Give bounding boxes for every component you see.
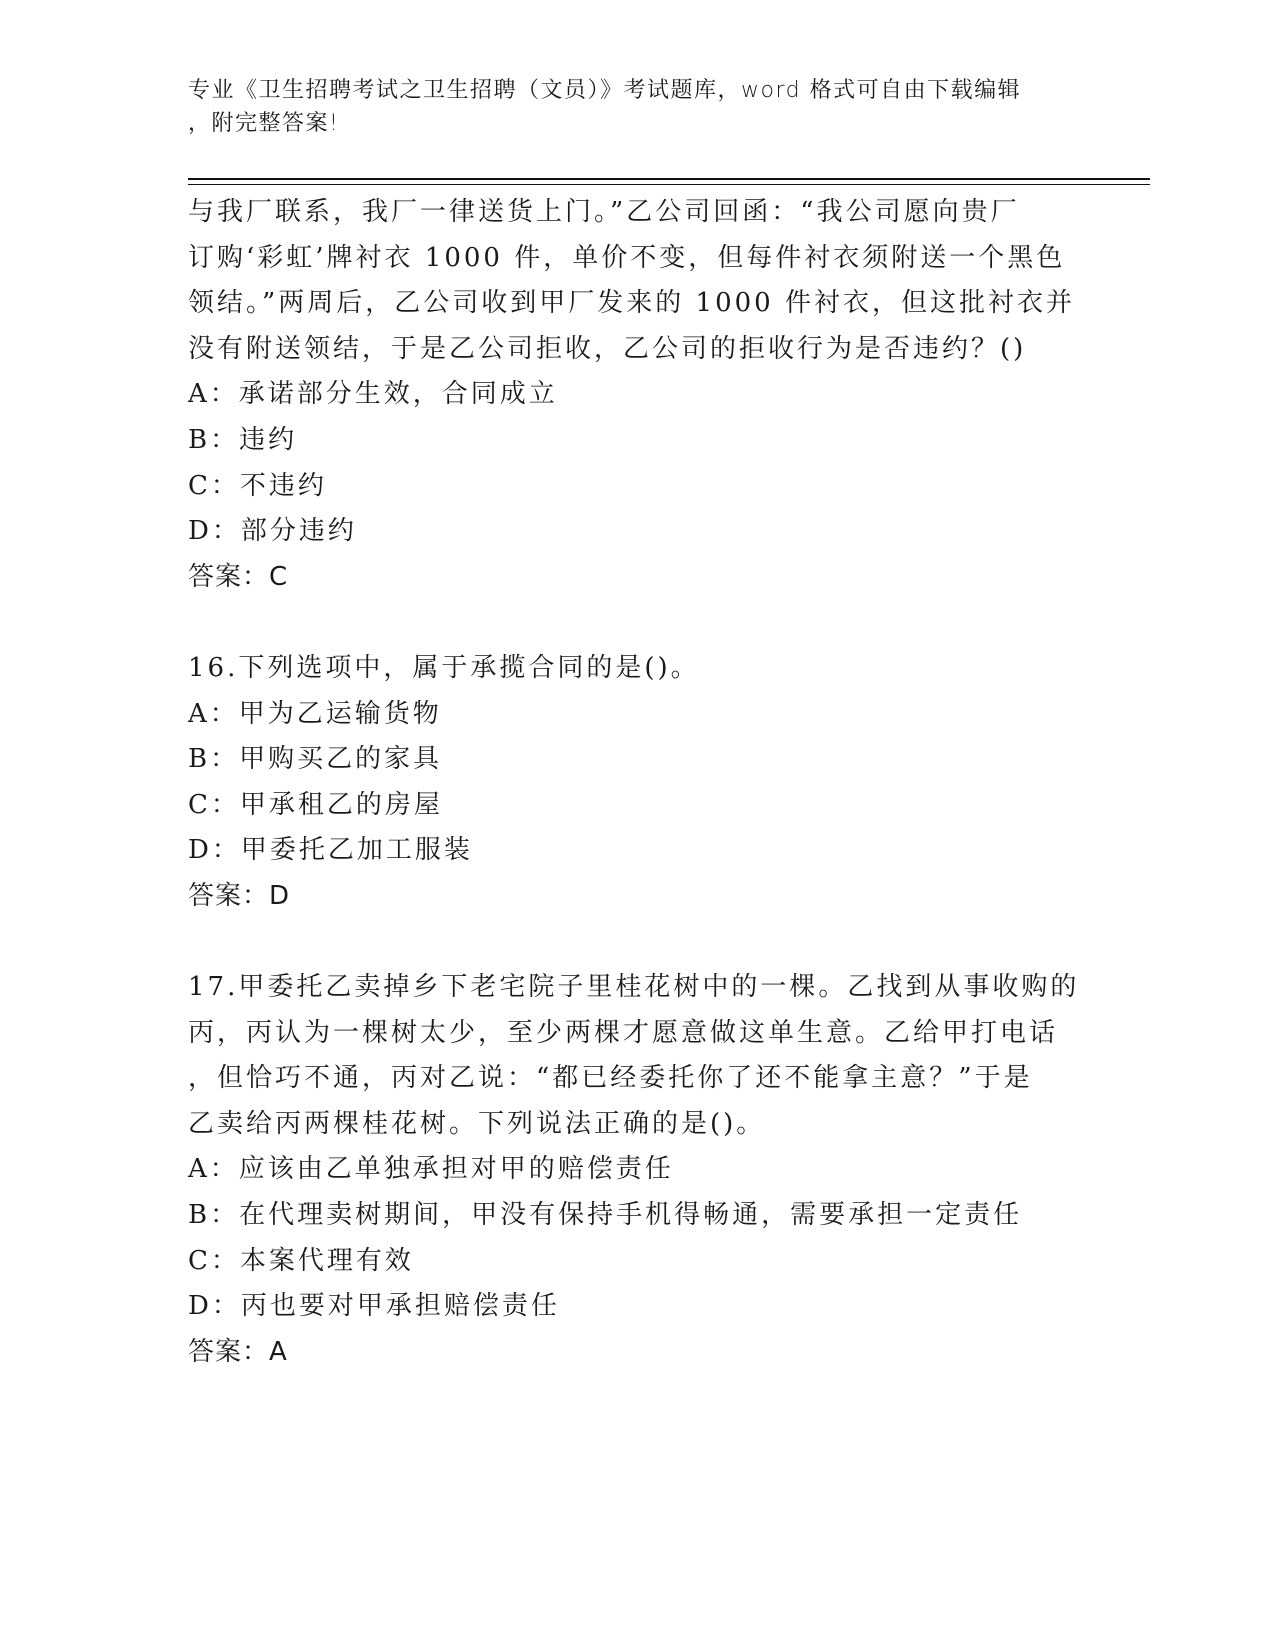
option-c: C：不违约 <box>188 470 327 501</box>
option-d: D：甲委托乙加工服装 <box>188 835 473 866</box>
question-stem-line: 与我厂联系，我厂一律送货上门。”乙公司回函：“我公司愿向贵厂 <box>188 197 1020 227</box>
option-a: A：承诺部分生效，合同成立 <box>188 379 558 410</box>
document-body <box>188 190 1088 1375</box>
option-a: A：甲为乙运输货物 <box>188 698 442 729</box>
question-stem-line: 17.甲委托乙卖掉乡下老宅院子里桂花树中的一棵。乙找到从事收购的 <box>188 972 1080 1003</box>
spacer <box>188 920 1088 966</box>
question-stem-line: 没有附送领结，于是乙公司拒收，乙公司的拒收行为是否违约？() <box>188 333 1027 364</box>
option-c: C：甲承租乙的房屋 <box>188 789 443 820</box>
option-c: C：本案代理有效 <box>188 1245 414 1276</box>
option-b: B：甲购买乙的家具 <box>188 744 443 775</box>
option-b: B：在代理卖树期间，甲没有保持手机得畅通，需要承担一定责任 <box>188 1200 1023 1231</box>
question-stem-line: 丙，丙认为一棵树太少，至少两棵才愿意做这单生意。乙给甲打电话 <box>188 1017 1059 1048</box>
question-17 <box>188 965 1088 1375</box>
question-stem-line: 领结。”两周后，乙公司收到甲厂发来的 1000 件衬衣，但这批衬衣并 <box>188 288 1075 319</box>
option-b: B：违约 <box>188 424 298 455</box>
answer-line: 答案：D <box>188 880 291 911</box>
header-line-1: 专业《卫生招聘考试之卫生招聘（文员）》考试题库，word 格式可自由下载编辑 <box>188 78 1022 103</box>
header-rule-thick <box>188 178 1150 180</box>
option-d: D：部分违约 <box>188 516 357 547</box>
option-d: D：丙也要对甲承担赔偿责任 <box>188 1291 560 1322</box>
spacer <box>188 600 1088 646</box>
answer-line: 答案：C <box>188 561 289 592</box>
document-header <box>188 74 1078 140</box>
header-line-2: ，附完整答案! <box>188 111 340 136</box>
question-stem-line: ，但恰巧不通，丙对乙说：“都已经委托你了还不能拿主意？”于是 <box>188 1063 1033 1094</box>
option-a: A：应该由乙单独承担对甲的赔偿责任 <box>188 1154 674 1185</box>
question-stem-line: 订购‘彩虹’牌衬衣 1000 件，单价不变，但每件衬衣须附送一个黑色 <box>188 242 1066 273</box>
question-15 <box>188 190 1088 600</box>
question-stem-line: 16.下列选项中，属于承揽合同的是()。 <box>188 652 700 683</box>
answer-line: 答案：A <box>188 1336 288 1367</box>
header-rule-thin <box>188 184 1150 185</box>
question-stem-line: 乙卖给丙两棵桂花树。下列说法正确的是()。 <box>188 1108 766 1139</box>
question-16 <box>188 646 1088 920</box>
